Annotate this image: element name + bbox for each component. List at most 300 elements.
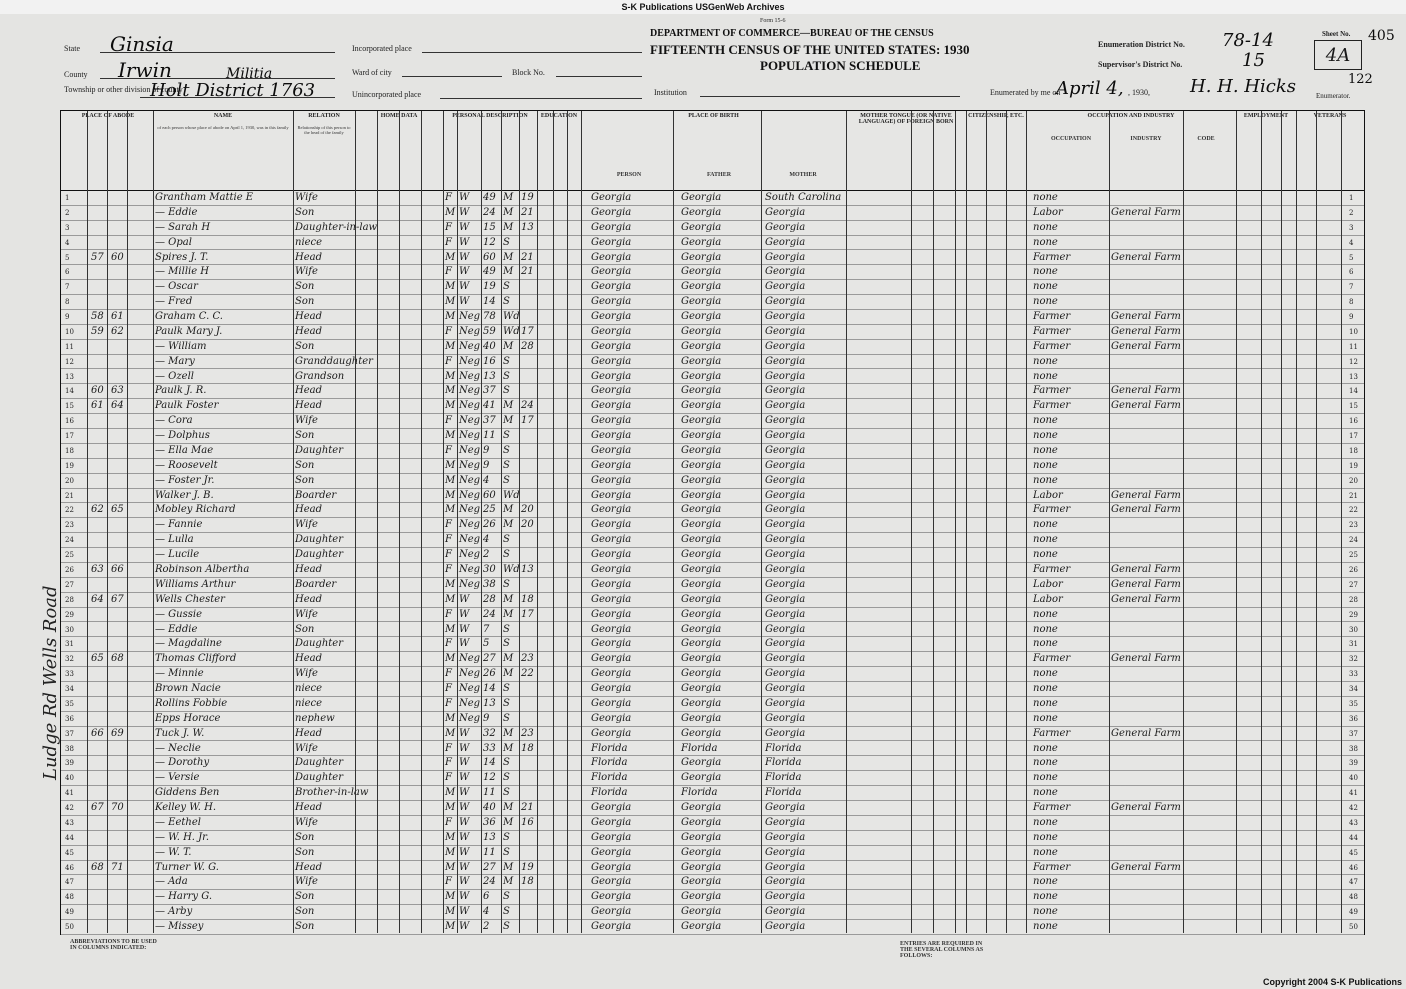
cell-race: W: [459, 742, 470, 754]
cell-name: — Minnie: [155, 668, 204, 680]
cell-ms: M: [503, 653, 514, 665]
cell-age: 11: [483, 846, 496, 858]
cell-rel: Son: [295, 921, 315, 933]
cell-per: Georgia: [591, 668, 632, 680]
cell-per: Georgia: [591, 653, 632, 665]
line-number: 31: [65, 640, 74, 649]
table-row: [61, 295, 1364, 310]
cell-sex: F: [445, 564, 452, 575]
cell-occ: Farmer: [1033, 325, 1071, 337]
line-number: 17: [65, 432, 74, 441]
cell-sex: F: [445, 519, 452, 531]
cell-name: Brown Nacie: [155, 683, 221, 695]
census-rows: [61, 191, 1364, 935]
cell-ms: M: [503, 742, 514, 754]
cell-race: Neg: [459, 712, 481, 724]
cell-name: — Eddie: [155, 206, 198, 218]
cell-age: 40: [483, 340, 496, 352]
line-number: 36: [65, 714, 74, 723]
cell-mo: Georgia: [765, 400, 806, 412]
line-number: 26: [65, 566, 74, 574]
cell-sex: M: [445, 653, 456, 665]
group-mother-tongue: MOTHER TONGUE (OR NATIVE LANGUAGE) OF FOREIGN BORN: [858, 113, 954, 125]
line-number: 50: [65, 923, 74, 932]
cell-rel: Head: [295, 564, 323, 575]
cell-sex: M: [445, 921, 456, 933]
cell-rel: Son: [295, 281, 315, 293]
cell-race: W: [459, 891, 470, 903]
cell-sex: M: [445, 459, 456, 471]
line-number: 42: [65, 804, 74, 813]
grid-column-line: [501, 111, 502, 933]
cell-fa: Georgia: [681, 236, 722, 248]
table-row: [61, 682, 1364, 697]
cell-ma: 17: [521, 608, 534, 620]
cell-age: 11: [483, 787, 496, 799]
line-number: 7: [65, 283, 70, 292]
cell-name: Grantham Mattie E: [155, 192, 254, 203]
unincorporated-line: [440, 98, 642, 99]
cell-race: W: [459, 221, 470, 233]
cell-name: — Oscar: [155, 281, 198, 293]
cell-fa: Georgia: [681, 608, 722, 620]
cell-per: Georgia: [591, 459, 632, 471]
cell-mo: Georgia: [765, 459, 806, 471]
table-row: [61, 697, 1364, 712]
cell-ms: S: [503, 697, 510, 709]
cell-age: 27: [483, 653, 496, 665]
line-number-right: 19: [1349, 461, 1358, 470]
cell-per: Georgia: [591, 623, 632, 635]
line-number-right: 33: [1349, 670, 1358, 679]
cell-fa: Georgia: [681, 578, 722, 590]
line-number: 13: [65, 372, 74, 381]
cell-fam: 67: [111, 593, 124, 605]
cell-fa: Georgia: [681, 623, 722, 635]
grid-column-line: [933, 111, 934, 933]
cell-name: — Ella Mae: [155, 444, 214, 456]
cell-age: 26: [483, 668, 496, 680]
cell-mo: Georgia: [765, 266, 806, 278]
cell-ind: General Farm: [1111, 578, 1181, 590]
cell-ma: 21: [521, 251, 534, 263]
cell-race: W: [459, 296, 470, 308]
cell-sex: M: [445, 400, 456, 412]
cell-ms: M: [503, 192, 514, 203]
cell-ind: General Farm: [1111, 504, 1181, 516]
grid-column-line: [443, 111, 444, 933]
cell-fam: 60: [111, 251, 124, 263]
table-row: [61, 489, 1364, 504]
cell-per: Georgia: [591, 385, 632, 397]
cell-ma: 22: [521, 668, 534, 680]
cell-per: Georgia: [591, 430, 632, 442]
ward-line: [402, 76, 502, 77]
cell-ma: 19: [521, 861, 534, 873]
cell-fa: Georgia: [681, 816, 722, 828]
line-number: 11: [65, 342, 74, 351]
cell-rel: Boarder: [295, 489, 337, 501]
cell-ind: General Farm: [1111, 727, 1181, 739]
cell-race: Neg: [459, 578, 481, 590]
cell-mo: Georgia: [765, 430, 806, 442]
line-number: 45: [65, 848, 74, 857]
cell-race: W: [459, 802, 470, 814]
cell-per: Georgia: [591, 266, 632, 278]
cell-sex: M: [445, 206, 456, 218]
cell-race: Neg: [459, 430, 481, 442]
incorporated-label: Incorporated place: [352, 44, 412, 53]
occupation-col-header: OCCUPATION: [1050, 136, 1092, 142]
cell-mo: Georgia: [765, 549, 806, 561]
county-line: [100, 78, 335, 79]
grid-column-line: [1261, 111, 1262, 933]
cell-sex: M: [445, 891, 456, 903]
cell-occ: none: [1033, 370, 1058, 382]
line-number: 46: [65, 863, 74, 872]
line-number-right: 10: [1349, 327, 1358, 336]
cell-race: W: [459, 816, 470, 828]
line-number: 25: [65, 551, 74, 560]
cell-ind: General Farm: [1111, 325, 1181, 337]
cell-per: Georgia: [591, 534, 632, 546]
cell-age: 4: [483, 534, 490, 546]
cell-age: 32: [483, 727, 496, 739]
cell-ma: 17: [521, 415, 534, 427]
cell-fa: Georgia: [681, 876, 722, 888]
cell-name: Giddens Ben: [155, 787, 220, 799]
table-row: [61, 905, 1364, 920]
cell-occ: none: [1033, 534, 1058, 546]
cell-mo: Georgia: [765, 415, 806, 427]
cell-ms: M: [503, 221, 514, 233]
grid-column-line: [1236, 111, 1237, 933]
line-number: 43: [65, 818, 74, 827]
cell-fam: 71: [111, 861, 124, 873]
grid-column-line: [293, 111, 294, 933]
grid-column-line: [966, 111, 967, 933]
table-row: [61, 652, 1364, 667]
line-number: 20: [65, 476, 74, 485]
grid-column-line: [846, 111, 847, 933]
cell-rel: Brother-in-law: [295, 787, 369, 799]
table-row: [61, 727, 1364, 742]
cell-age: 33: [483, 742, 496, 754]
cell-ms: S: [503, 772, 510, 784]
table-row: [61, 265, 1364, 280]
cell-race: Neg: [459, 474, 481, 486]
township-label: Township or other division of county: [64, 85, 183, 94]
cell-name: — Sarah H: [155, 221, 211, 233]
cell-per: Georgia: [591, 846, 632, 858]
date-value: April 4,: [1056, 78, 1124, 99]
cell-rel: Son: [295, 846, 315, 858]
cell-dw: 68: [91, 861, 104, 873]
cell-name: — Lulla: [155, 534, 194, 546]
cell-name: Rollins Fobbie: [155, 697, 228, 709]
cell-occ: none: [1033, 831, 1058, 843]
cell-age: 24: [483, 608, 496, 620]
cell-sex: M: [445, 489, 456, 501]
footer: [60, 937, 1365, 977]
table-row: [61, 742, 1364, 757]
cell-mo: Florida: [765, 772, 802, 784]
cell-race: Neg: [459, 534, 481, 546]
table-row: [61, 340, 1364, 355]
cell-occ: Farmer: [1033, 385, 1071, 397]
line-number: 1: [65, 194, 70, 202]
cell-occ: none: [1033, 846, 1058, 858]
group-home-data: HOME DATA: [380, 113, 418, 119]
cell-rel: Head: [295, 802, 323, 814]
table-row: [61, 370, 1364, 385]
cell-name: Paulk Mary J.: [155, 325, 223, 337]
cell-per: Georgia: [591, 281, 632, 293]
cell-fa: Georgia: [681, 415, 722, 427]
cell-dw: 67: [91, 802, 104, 814]
cell-fa: Georgia: [681, 831, 722, 843]
cell-sex: F: [445, 697, 452, 709]
cell-race: Neg: [459, 370, 481, 382]
cell-rel: Head: [295, 311, 323, 323]
cell-rel: Son: [295, 831, 315, 843]
cell-ind: General Farm: [1111, 593, 1181, 605]
line-number: 37: [65, 729, 74, 738]
cell-per: Georgia: [591, 549, 632, 561]
cell-ma: 19: [521, 192, 534, 203]
cell-race: W: [459, 281, 470, 293]
cell-ms: S: [503, 534, 510, 546]
cell-ms: S: [503, 846, 510, 858]
cell-race: Neg: [459, 385, 481, 397]
cell-mo: Georgia: [765, 712, 806, 724]
table-row: [61, 236, 1364, 251]
cell-mo: Florida: [765, 757, 802, 769]
line-number-right: 6: [1349, 268, 1354, 277]
cell-age: 2: [483, 549, 490, 561]
cell-age: 59: [483, 325, 496, 337]
cell-rel: Daughter: [295, 534, 343, 546]
cell-name: Paulk Foster: [155, 400, 219, 412]
cell-ma: 24: [521, 400, 534, 412]
cell-name: — Missey: [155, 921, 204, 933]
cell-rel: Head: [295, 400, 323, 412]
cell-name: Graham C. C.: [155, 311, 223, 323]
township-line: [140, 97, 335, 98]
cell-ma: 18: [521, 876, 534, 888]
cell-per: Georgia: [591, 504, 632, 516]
cell-rel: Head: [295, 653, 323, 665]
cell-occ: none: [1033, 608, 1058, 620]
schedule-subtitle: POPULATION SCHEDULE: [760, 58, 921, 73]
line-number-right: 32: [1349, 655, 1358, 664]
cell-occ: none: [1033, 757, 1058, 769]
cell-ma: 20: [521, 519, 534, 531]
cell-rel: Son: [295, 623, 315, 635]
cell-ms: S: [503, 578, 510, 590]
cell-rel: Son: [295, 430, 315, 442]
cell-age: 30: [483, 564, 496, 575]
cell-age: 6: [483, 891, 490, 903]
cell-name: Thomas Clifford: [155, 653, 237, 665]
cell-mo: Georgia: [765, 221, 806, 233]
cell-race: Neg: [459, 697, 481, 709]
cell-per: Georgia: [591, 415, 632, 427]
cell-per: Georgia: [591, 474, 632, 486]
cell-ms: M: [503, 876, 514, 888]
cell-ms: S: [503, 683, 510, 695]
cell-dw: 57: [91, 251, 104, 263]
cell-rel: Head: [295, 325, 323, 337]
cell-age: 14: [483, 683, 496, 695]
table-row: [61, 890, 1364, 905]
cell-per: Georgia: [591, 593, 632, 605]
cell-race: Neg: [459, 489, 481, 501]
group-employment: EMPLOYMENT: [1243, 113, 1289, 119]
cell-mo: Georgia: [765, 355, 806, 367]
township-value: Holt District 1763: [150, 80, 316, 101]
top-bar: S-K Publications USGenWeb Archives: [0, 0, 1406, 14]
cell-race: W: [459, 206, 470, 218]
cell-fa: Georgia: [681, 340, 722, 352]
line-number-right: 49: [1349, 908, 1358, 917]
cell-fa: Florida: [681, 742, 718, 754]
cell-occ: none: [1033, 697, 1058, 709]
cell-mo: Georgia: [765, 564, 806, 575]
line-number: 3: [65, 223, 70, 232]
cell-name: — Ozell: [155, 370, 194, 382]
cell-sex: M: [445, 906, 456, 918]
cell-fa: Georgia: [681, 564, 722, 575]
cell-fa: Georgia: [681, 459, 722, 471]
cell-age: 49: [483, 192, 496, 203]
cell-age: 24: [483, 206, 496, 218]
cell-rel: Daughter: [295, 638, 343, 650]
cell-mo: Georgia: [765, 891, 806, 903]
cell-race: Neg: [459, 519, 481, 531]
line-number: 32: [65, 655, 74, 664]
grid-column-line: [1183, 111, 1184, 933]
cell-dw: 62: [91, 504, 104, 516]
cell-sex: F: [445, 549, 452, 561]
group-occupation: OCCUPATION AND INDUSTRY: [1087, 113, 1175, 119]
cell-per: Georgia: [591, 340, 632, 352]
line-number: 14: [65, 387, 74, 396]
cell-per: Georgia: [591, 489, 632, 501]
table-row: [61, 191, 1364, 206]
line-number-right: 27: [1349, 580, 1358, 589]
cell-fa: Georgia: [681, 757, 722, 769]
cell-sex: F: [445, 772, 452, 784]
cell-name: — Cora: [155, 415, 193, 427]
relation-col-header: Relationship of this person to the head of the family: [297, 125, 351, 135]
cell-age: 13: [483, 831, 496, 843]
enumerator-value: H. H. Hicks: [1190, 76, 1296, 97]
cell-sex: F: [445, 816, 452, 828]
cell-mo: Georgia: [765, 861, 806, 873]
cell-rel: Grandson: [295, 370, 345, 382]
table-row: [61, 593, 1364, 608]
cell-sex: M: [445, 474, 456, 486]
cell-fa: Georgia: [681, 921, 722, 933]
cell-occ: none: [1033, 712, 1058, 724]
cell-per: Georgia: [591, 236, 632, 248]
cell-ma: 13: [521, 564, 534, 575]
cell-ms: S: [503, 296, 510, 308]
cell-occ: none: [1033, 772, 1058, 784]
grid-column-line: [1109, 111, 1110, 933]
cell-age: 9: [483, 444, 490, 456]
cell-occ: none: [1033, 623, 1058, 635]
line-number: 16: [65, 417, 74, 426]
cell-fam: 65: [111, 504, 124, 516]
group-citizenship: CITIZENSHIP, ETC.: [968, 113, 1024, 119]
cell-race: W: [459, 727, 470, 739]
cell-ms: M: [503, 727, 514, 739]
table-row: [61, 355, 1364, 370]
cell-sex: F: [445, 444, 452, 456]
line-number: 38: [65, 744, 74, 753]
line-number-right: 25: [1349, 551, 1358, 560]
grid-column-line: [1341, 111, 1342, 933]
cell-per: Georgia: [591, 683, 632, 695]
cell-fa: Georgia: [681, 430, 722, 442]
cell-sex: M: [445, 340, 456, 352]
cell-age: 36: [483, 816, 496, 828]
cell-name: Mobley Richard: [155, 504, 236, 516]
cell-fam: 63: [111, 385, 124, 397]
cell-fam: 68: [111, 653, 124, 665]
cell-mo: Georgia: [765, 385, 806, 397]
cell-name: — Neclie: [155, 742, 201, 754]
cell-ms: M: [503, 206, 514, 218]
cell-fa: Georgia: [681, 668, 722, 680]
table-row: [61, 563, 1364, 578]
cell-name: Turner W. G.: [155, 861, 219, 873]
cell-per: Georgia: [591, 816, 632, 828]
line-number: 18: [65, 446, 74, 455]
group-personal: PERSONAL DESCRIPTION: [452, 113, 528, 119]
cell-name: — Eethel: [155, 816, 201, 828]
grid-column-line: [153, 111, 154, 933]
grid-column-line: [519, 111, 520, 933]
copyright: Copyright 2004 S-K Publications: [1262, 977, 1402, 987]
line-number-right: 7: [1349, 283, 1354, 292]
table-row: [61, 578, 1364, 593]
line-number: 4: [65, 238, 70, 247]
cell-race: Neg: [459, 504, 481, 516]
cell-sex: F: [445, 221, 452, 233]
cell-occ: none: [1033, 787, 1058, 799]
cell-sex: M: [445, 787, 456, 799]
cell-fa: Georgia: [681, 534, 722, 546]
cell-occ: none: [1033, 891, 1058, 903]
grid-column-line: [537, 111, 538, 933]
cell-per: Georgia: [591, 192, 632, 203]
cell-occ: none: [1033, 668, 1058, 680]
grid-column-line: [911, 111, 912, 933]
cell-per: Georgia: [591, 221, 632, 233]
cell-age: 49: [483, 266, 496, 278]
cell-mo: Georgia: [765, 534, 806, 546]
cell-mo: Georgia: [765, 474, 806, 486]
line-number-right: 48: [1349, 893, 1358, 902]
cell-rel: Son: [295, 459, 315, 471]
table-row: [61, 801, 1364, 816]
block-line: [556, 76, 642, 77]
cell-rel: Son: [295, 296, 315, 308]
cell-dw: 65: [91, 653, 104, 665]
